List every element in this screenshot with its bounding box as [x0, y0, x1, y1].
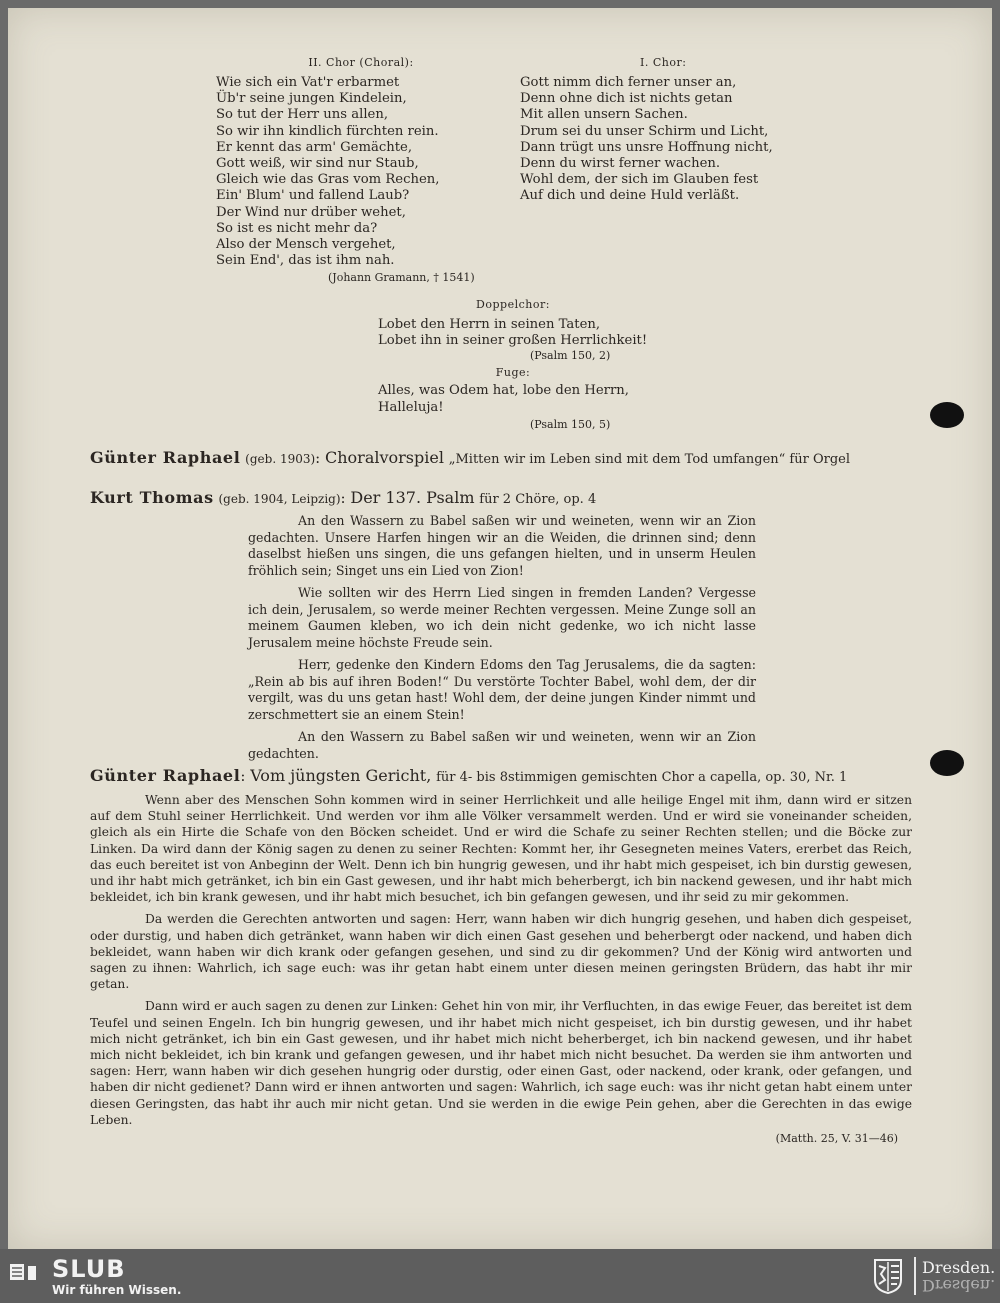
program-item-3: Günter Raphael: Vom jüngsten Gericht, für 4- bis 8stimmigen gemischten Chor a capella, op. 30, Nr. 1	[90, 766, 848, 785]
double-choir-title: Doppelchor:	[476, 298, 550, 311]
gospel-text	[90, 792, 912, 1145]
verse-line: Wie sich ein Vat'r erbarmet	[216, 75, 400, 90]
program-item-1: Günter Raphael (geb. 1903): Choralvorspiel „Mitten wir im Leben sind mit dem Tod umfangen“ für Orgel	[90, 448, 850, 467]
punch-hole	[930, 402, 964, 428]
work-detail: „Mitten wir im Leben sind mit dem Tod umfangen“ für Orgel	[448, 452, 850, 467]
verse-line: Drum sei du unser Schirm und Licht,	[520, 123, 769, 139]
composer-name: Kurt Thomas	[90, 488, 214, 507]
gospel-paragraph: Wenn aber des Menschen Sohn kommen wird in seiner Herrlichkeit und alle heilige Engel mit ihm, dann wird er sitzen auf dem Stuhl seiner Herrlichkeit. Und werden vor ihm alle Völker versammelt werden. Und er wird sie voneinander scheiden, gleich als ein Hirte die Schafe von den Böcken scheidet. Und er wird die Schafe zu seiner Rechten stellen; und die Böcke zur Linken. Da wird dann der König sagen zu denen zu seiner Rechten: Kommt her, ihr Gesegneten meines Vaters, ererbet das Reich, das euch bereitet ist von Anbeginn der Welt. Denn ich bin hungrig gewesen, und ihr habt mich gespeiset, ich bin durstig gewesen, und ihr habt mich getränket, ich bin ein Gast gewesen, und ihr habt mich beherbergt, ich bin nackend gewesen, und ihr habt mich bekleidet, ich bin krank gewesen, und ihr habt mich besuchet, ich bin gefangen gewesen, und ihr seid zu mir gekommen.	[90, 793, 912, 905]
verse-line: Lobet ihn in seiner großen Herrlichkeit!	[378, 333, 648, 349]
program-item-2: Kurt Thomas (geb. 1904, Leipzig): Der 137. Psalm für 2 Chöre, op. 4	[90, 488, 597, 507]
work-title: Choralvorspiel	[325, 448, 444, 467]
verse-line: Gleich wie das Gras vom Rechen,	[216, 172, 440, 188]
verse-line: So tut der Herr uns allen,	[216, 107, 389, 123]
verse-line: Ein' Blum' und fallend Laub?	[216, 188, 410, 204]
dresden-crest-icon	[873, 1258, 903, 1294]
gospel-paragraph: Da werden die Gerechten antworten und sagen: Herr, wann haben wir dich hungrig gesehen, und haben dich gespeiset, oder durstig, und haben dich getränket, wann haben wir dich einen Gast gesehen und beherbergt oder nackend, und haben dich bekleidet, wann haben wir dich krank oder gefangen gesehen, und sind zu dir gekommen? Und der König wird antworten und sagen zu ihnen: Wahrlich, ich sage euch: was ihr getan habt einem unter diesen meinen geringsten Brüdern, das habt ihr mir getan.	[90, 912, 912, 992]
double-choir-ref: (Psalm 150, 2)	[530, 349, 611, 363]
gospel-reference: (Matth. 25, V. 31—46)	[775, 1132, 898, 1146]
psalm-paragraph: An den Wassern zu Babel saßen wir und weineten, wenn wir an Zion gedachten. Unsere Harfen hingen wir an die Weiden, die drinnen sind; denn daselbst hießen uns singen, die uns gefangen hielten, und in unserm Heulen fröhlich sein; Singet uns ein Lied von Zion!	[248, 513, 756, 578]
verse-line: Denn ohne dich ist nichts getan	[520, 91, 733, 107]
work-detail: für 2 Chöre, op. 4	[479, 492, 597, 507]
verse-line: Halleluja!	[378, 399, 444, 415]
composer-life: (geb. 1904, Leipzig)	[218, 492, 341, 506]
composer-name: Günter Raphael	[90, 766, 241, 785]
composer-name: Günter Raphael	[90, 448, 241, 467]
fugue-ref: (Psalm 150, 5)	[530, 417, 611, 431]
composer-life: (geb. 1903)	[245, 452, 316, 466]
verse-line: Denn du wirst ferner wachen.	[520, 156, 721, 172]
verse-line: So wir ihn kindlich fürchten rein.	[216, 123, 439, 139]
footer-separator	[914, 1257, 916, 1295]
psalm-text	[248, 513, 756, 762]
verse-line: Lobet den Herrn in seinen Taten,	[378, 317, 601, 332]
choir2-attribution: (Johann Gramann, † 1541)	[328, 271, 475, 285]
verse-line: Gott nimm dich ferner unser an,	[520, 75, 737, 90]
slub-brand[interactable]: SLUB	[52, 1255, 126, 1283]
footer-bar	[0, 1249, 1000, 1303]
verse-line: Also der Mensch vergehet,	[216, 237, 396, 253]
work-title: Der 137. Psalm	[350, 488, 475, 507]
choir1-title: I. Chor:	[640, 56, 687, 69]
fugue-title: Fuge:	[495, 366, 531, 380]
verse-line: Wohl dem, der sich im Glauben fest	[520, 172, 759, 188]
fugue-verse	[358, 383, 678, 415]
verse-line: Mit allen unsern Sachen.	[520, 107, 688, 123]
dresden-logo[interactable]: Dresden.	[922, 1258, 996, 1277]
verse-line: Üb'r seine jungen Kindelein,	[216, 91, 407, 107]
double-choir-verse	[358, 317, 678, 349]
choir1-block	[520, 56, 820, 205]
work-title: Vom jüngsten Gericht,	[250, 766, 432, 785]
psalm-paragraph: Wie sollten wir des Herrn Lied singen in fremden Landen? Vergesse ich dein, Jerusalem, so werde meiner Rechten vergessen. Meine Zunge soll an meinem Gaumen kleben, wo ich dein nicht gedenke, wo ich nicht lasse Jerusalem meine höchste Freude sein.	[248, 585, 756, 650]
double-choir-block	[358, 298, 678, 431]
choir2-title: II. Chor (Choral):	[308, 56, 414, 69]
verse-line: Sein End', das ist ihm nah.	[216, 253, 395, 269]
slub-logo-icon	[8, 1260, 38, 1284]
verse-line: Der Wind nur drüber wehet,	[216, 204, 406, 220]
verse-line: Er kennt das arm' Gemächte,	[216, 139, 413, 155]
choir2-block	[216, 56, 506, 284]
psalm-paragraph: An den Wassern zu Babel saßen wir und weineten, wenn wir an Zion gedachten.	[248, 729, 756, 761]
verse-line: Gott weiß, wir sind nur Staub,	[216, 156, 419, 172]
verse-line: Dann trügt uns unsre Hoffnung nicht,	[520, 139, 773, 155]
work-detail: für 4- bis 8stimmigen gemischten Chor a capella, op. 30, Nr. 1	[436, 770, 848, 785]
punch-hole	[930, 750, 964, 776]
choir2-verse	[216, 75, 506, 269]
verse-line: So ist es nicht mehr da?	[216, 220, 378, 236]
document-page	[8, 8, 992, 1249]
choir1-verse	[520, 75, 820, 205]
gospel-paragraph: Dann wird er auch sagen zu denen zur Linken: Gehet hin von mir, ihr Verfluchten, in das ewige Feuer, das bereitet ist dem Teufel und seinen Engeln. Ich bin hungrig gewesen, und ihr habet mich nicht gespeiset, ich bin durstig gewesen, und ihr habet mich nicht getränket, ich bin ein Gast gewesen, und ihr habet mich nicht beherberget, ich bin nackend gewesen, und ihr habet mich nicht bekleidet, ich bin krank und gefangen gewesen, und ihr habet mich nicht besuchet. Da werden sie ihm antworten und sagen: Herr, wann haben wir dich gesehen hungrig oder durstig, oder einen Gast, oder nackend, oder krank, oder gefangen, und haben dir nicht gedienet? Dann wird er ihnen antworten und sagen: Wahrlich, ich sage euch: was ihr nicht getan habt einem unter diesen Geringsten, das habt ihr auch mir nicht getan. Und sie werden in die ewige Pein gehen, aber die Gerechten in das ewige Leben.	[90, 999, 912, 1127]
dresden-logo-mirror: Dresden.	[922, 1276, 996, 1295]
verse-line: Auf dich und deine Huld verläßt.	[520, 188, 740, 204]
psalm-paragraph: Herr, gedenke den Kindern Edoms den Tag Jerusalems, die da sagten: „Rein ab bis auf ihren Boden!“ Du verstörte Tochter Babel, wohl dem, der dir vergilt, was du uns getan hast! Wohl dem, der deine jungen Kinder nimmt und zerschmettert sie an einem Stein!	[248, 657, 756, 722]
slub-tagline: Wir führen Wissen.	[52, 1283, 182, 1297]
verse-line: Alles, was Odem hat, lobe den Herrn,	[378, 383, 629, 399]
